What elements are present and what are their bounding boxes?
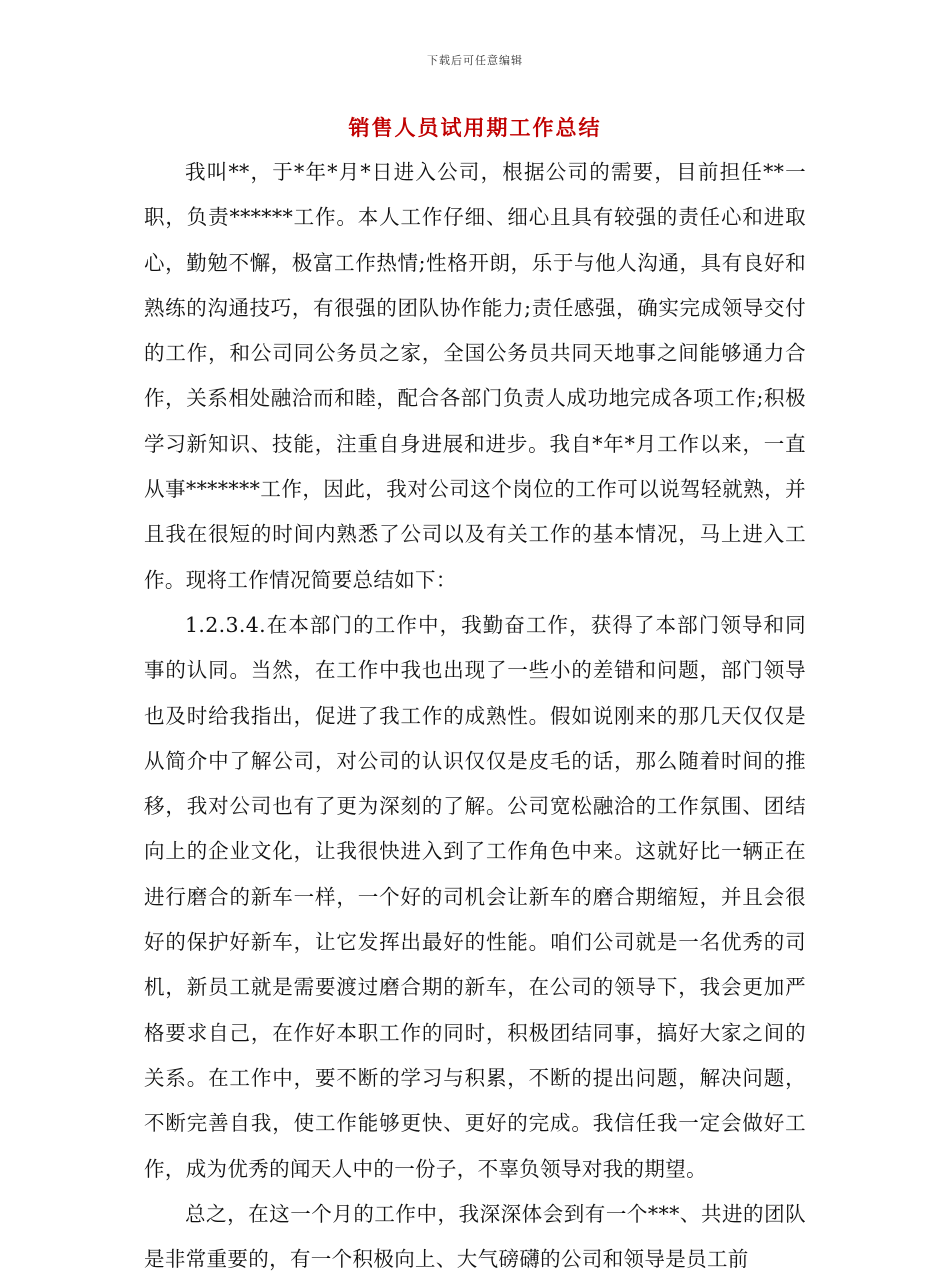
document-title: 销售人员试用期工作总结 xyxy=(348,115,602,140)
document-body xyxy=(144,150,806,1282)
header-note: 下载后可任意编辑 xyxy=(427,54,523,67)
paragraph-conclusion: 总之，在这一个月的工作中，我深深体会到有一个***、共进的团队是非常重要的，有一个积极向上、大气磅礴的公司和领导是员工前 xyxy=(144,1201,806,1272)
paragraph-intro: 我叫**，于*年*月*日进入公司，根据公司的需要，目前担任**一职，负责******工作。本人工作仔细、细心且具有较强的责任心和进取心，勤勉不懈，极富工作热情;性格开朗，乐于与他人沟通，具有良好和熟练的沟通技巧，有很强的团队协作能力;责任感强，确实完成领导交付的工作，和公司同公务员之家，全国公务员共同天地事之间能够通力合作，关系相处融洽而和睦，配合各部门负责人成功地完成各项工作;积极学习新知识、技能，注重自身进展和进步。我自*年*月工作以来，一直从事*******工作，因此，我对公司这个岗位的工作可以说驾轻就熟，并且我在很短的时间内熟悉了公司以及有关工作的基本情况，马上进入工作。现将工作情况简要总结如下： xyxy=(144,160,806,592)
paragraph-work-summary: 1.2.3.4.在本部门的工作中，我勤奋工作，获得了本部门领导和同事的认同。当然，在工作中我也出现了一些小的差错和问题，部门领导也及时给我指出，促进了我工作的成熟性。假如说刚来的那几天仅仅是从简介中了解公司，对公司的认识仅仅是皮毛的话，那么随着时间的推移，我对公司也有了更为深刻的了解。公司宽松融洽的工作氛围、团结向上的企业文化，让我很快进入到了工作角色中来。这就好比一辆正在进行磨合的新车一样，一个好的司机会让新车的磨合期缩短，并且会很好的保护好新车，让它发挥出最好的性能。咱们公司就是一名优秀的司机，新员工就是需要渡过磨合期的新车，在公司的领导下，我会更加严格要求自己，在作好本职工作的同时，积极团结同事，搞好大家之间的关系。在工作中，要不断的学习与积累，不断的提出问题，解决问题，不断完善自我，使工作能够更快、更好的完成。我信任我一定会做好工作，成为优秀的闻天人中的一份子，不辜负领导对我的期望。 xyxy=(144,612,806,1181)
